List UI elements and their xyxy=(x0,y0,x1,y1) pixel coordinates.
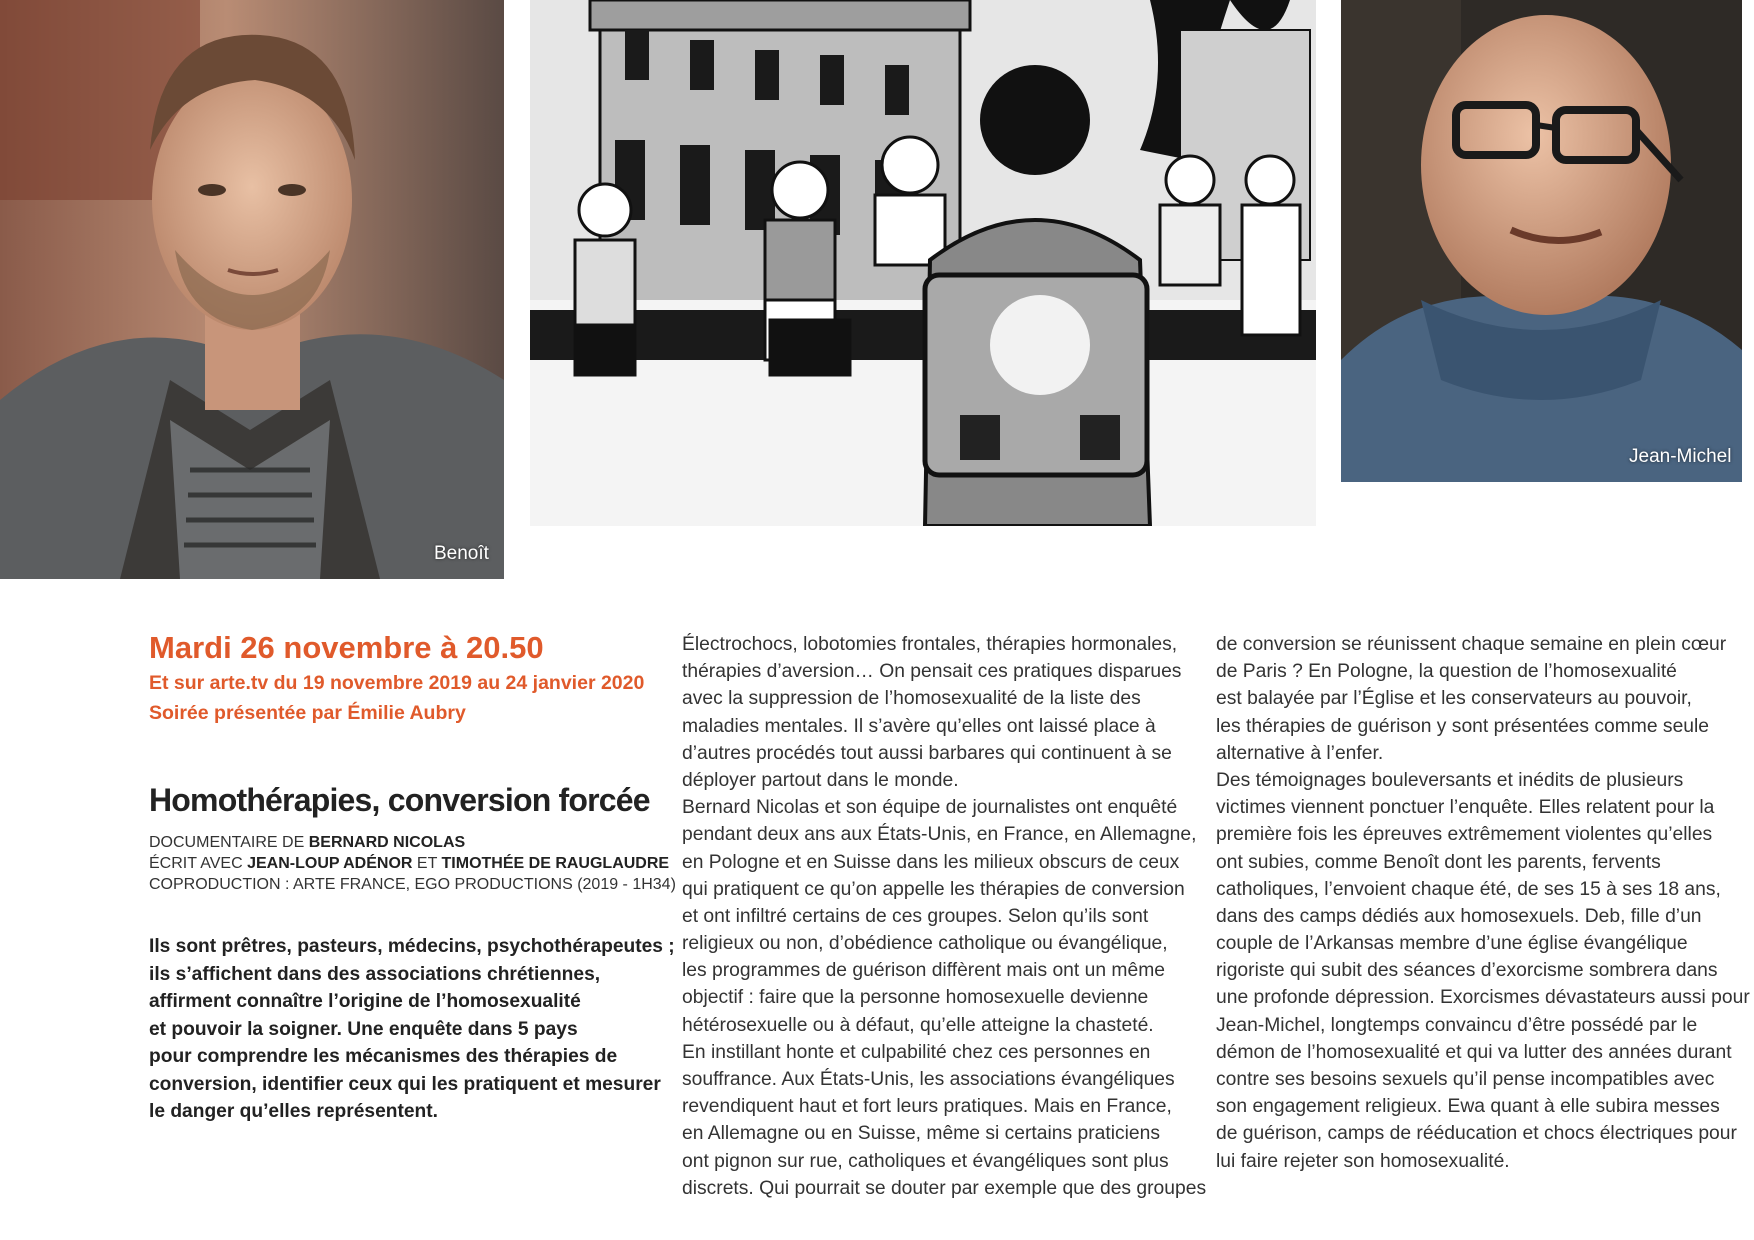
body-line: Bernard Nicolas et son équipe de journalistes ont enquêté xyxy=(682,797,1178,819)
body-line: de conversion se réunissent chaque semaine en plein cœur xyxy=(1216,634,1727,655)
lede-line: ils s’affichent dans des associations chrétiennes, xyxy=(149,963,601,985)
credit-label: ÉCRIT AVEC xyxy=(149,855,243,872)
body-line: maladies mentales. Il s’avère qu’elles ont laissé place à xyxy=(682,715,1156,737)
body-line: rigoriste qui subit des séances d’exorcisme sombrera dans xyxy=(1216,960,1718,982)
credit-conjunction: ET xyxy=(416,855,438,872)
body-line: de Paris ? En Pologne, la question de l’homosexualité xyxy=(1216,661,1677,683)
portrait-image xyxy=(0,0,504,579)
body-line: discrets. Qui pourrait se douter par exemple que des groupes xyxy=(682,1177,1207,1199)
body-line: en Pologne et en Suisse dans les milieux obscurs de ceux xyxy=(682,851,1180,873)
caption-jean-michel: Jean-Michel xyxy=(1629,446,1732,467)
online-availability: Et sur arte.tv du 19 novembre 2019 au 24 janvier 2020 xyxy=(149,672,645,694)
body-line: dans des camps dédiés aux homosexuels. Deb, fille d’un xyxy=(1216,905,1702,927)
body-line: Des témoignages bouleversants et inédits de plusieurs xyxy=(1216,769,1684,791)
body-line: hétérosexuelle ou à défaut, qu’elle atteigne la chasteté. xyxy=(682,1014,1154,1036)
caption-benoit: Benoît xyxy=(434,543,489,564)
body-line: Électrochocs, lobotomies frontales, thérapies hormonales, xyxy=(682,634,1178,655)
body-line: pendant deux ans aux États-Unis, en France, en Allemagne, xyxy=(682,824,1197,846)
credit-name: BERNARD NICOLAS xyxy=(308,834,466,851)
lede-line: affirment connaître l’origine de l’homosexualité xyxy=(149,991,581,1012)
body-column-2 xyxy=(682,631,1207,1202)
body-line: qui pratiquent ce qu’on appelle les thérapies de conversion xyxy=(682,878,1185,900)
body-line: Jean-Michel, longtemps convaincu d’être possédé par le xyxy=(1216,1014,1698,1036)
body-line: est balayée par l’Église et les conservateurs au pouvoir, xyxy=(1216,688,1692,710)
host-line: Soirée présentée par Émilie Aubry xyxy=(149,702,466,724)
lede-line: pour comprendre les mécanismes des thérapies de xyxy=(149,1046,618,1067)
body-line: de guérison, camps de rééducation et chocs électriques pour xyxy=(1216,1123,1737,1145)
body-line: couple de l’Arkansas membre d’une église évangélique xyxy=(1216,933,1688,955)
body-line: objectif : faire que la personne homosexuelle devienne xyxy=(682,987,1149,1009)
program-title: Homothérapies, conversion forcée xyxy=(149,782,650,818)
credits xyxy=(149,832,676,895)
body-line: ont pignon sur rue, catholiques et évangéliques sont plus xyxy=(682,1150,1169,1172)
body-line: alternative à l’enfer. xyxy=(1216,742,1384,764)
lede-line: Ils sont prêtres, pasteurs, médecins, psychothérapeutes ; xyxy=(149,936,675,957)
program-info xyxy=(149,628,676,1126)
body-line: une profonde dépression. Exorcismes dévastateurs aussi pour xyxy=(1216,987,1750,1009)
body-line: d’autres procédés tout aussi barbares qui continuent à se xyxy=(682,742,1172,764)
comic-illustration xyxy=(530,0,1316,526)
body-line: démon de l’homosexualité et qui va lutter des années durant xyxy=(1216,1041,1732,1063)
lede-line: conversion, identifier ceux qui les pratiquent et mesurer xyxy=(149,1073,661,1095)
body-line: en Allemagne ou en Suisse, même si certains praticiens xyxy=(682,1123,1160,1145)
body-line: les programmes de guérison diffèrent mais ont un même xyxy=(682,960,1165,982)
body-line: victimes viennent ponctuer l’enquête. Elles relatent pour la xyxy=(1216,797,1715,819)
lede-paragraph xyxy=(149,933,675,1126)
body-line: lui faire rejeter son homosexualité. xyxy=(1216,1150,1510,1172)
lede-line: et pouvoir la soigner. Une enquête dans 5 pays xyxy=(149,1018,578,1040)
body-line: et ont infiltré certains de ces groupes. Selon qu’ils sont xyxy=(682,905,1149,927)
body-column-3 xyxy=(1216,631,1750,1175)
credit-label: DOCUMENTAIRE DE xyxy=(149,834,305,851)
body-line: thérapies d’aversion… On pensait ces pratiques disparues xyxy=(682,661,1182,683)
photo-jean-michel xyxy=(1341,0,1742,482)
broadcast-date: Mardi 26 novembre à 20.50 xyxy=(149,630,544,665)
body-line: ont subies, comme Benoît dont les parents, fervents xyxy=(1216,851,1661,873)
body-line: déployer partout dans le monde. xyxy=(682,769,959,791)
body-line: En instillant honte et culpabilité chez ces personnes en xyxy=(682,1041,1151,1063)
body-line: son engagement religieux. Ewa quant à elle subira messes xyxy=(1216,1096,1720,1118)
credit-coproduction: COPRODUCTION : ARTE FRANCE, EGO PRODUCTIONS (2019 - 1H34) xyxy=(149,876,676,893)
credit-name: JEAN-LOUP ADÉNOR xyxy=(247,855,413,872)
portrait-image xyxy=(1341,0,1742,482)
credit-documentary xyxy=(149,832,659,853)
body-line: catholiques, l’envoient chaque été, de ses 15 à ses 18 ans, xyxy=(1216,878,1721,900)
body-line: souffrance. Aux États-Unis, les associations évangéliques xyxy=(682,1069,1175,1090)
body-line: religieux ou non, d’obédience catholique ou évangélique, xyxy=(682,933,1168,955)
body-line: les thérapies de guérison y sont présentées comme seule xyxy=(1216,715,1710,737)
credit-name: TIMOTHÉE DE RAUGLAUDRE xyxy=(441,855,670,872)
lede-line: le danger qu’elles représentent. xyxy=(149,1101,438,1122)
body-line: première fois les épreuves extrêmement violentes qu’elles xyxy=(1216,824,1713,846)
body-line: revendiquent haut et fort leurs pratiques. Mais en France, xyxy=(682,1096,1172,1118)
body-line: avec la suppression de l’homosexualité de la liste des xyxy=(682,688,1141,710)
credit-written xyxy=(149,853,670,874)
photo-benoit xyxy=(0,0,504,579)
comic-illustration-icon xyxy=(530,0,1316,526)
body-line: contre ses besoins sexuels qu’il pense incompatibles avec xyxy=(1216,1069,1715,1090)
